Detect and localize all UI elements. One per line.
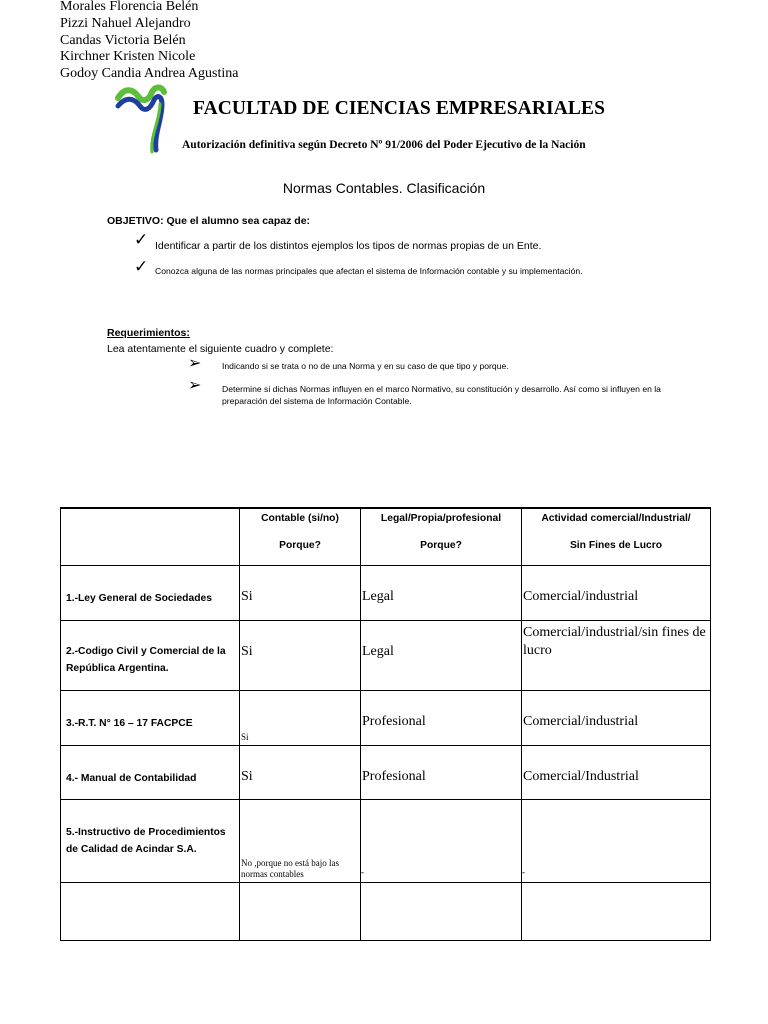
author-name: Godoy Candia Andrea Agustina [60,66,239,82]
requirement-item: Determine si dichas Normas influyen en el marco Normativo, su constitución y desarrollo. Así como si influyen en la preparación del sistema de Información Contable. [222,384,661,406]
document-title: Normas Contables. Clasificación [282,180,486,196]
row-label: 4.- Manual de Contabilidad [66,772,197,784]
actividad-value: Comercial/industrial/sin fines de lucro [523,624,706,658]
tipo-cell [361,882,522,940]
contable-cell [240,690,361,745]
author-name: Candas Victoria Belén [60,32,186,48]
header-label: Actividad comercial/Industrial/ [541,513,691,524]
tipo-cell [361,565,522,620]
actividad-value: - [522,866,525,877]
row-label-cell [61,799,240,882]
arrow-bullet-icon: ➢ [188,377,202,394]
actividad-cell [522,799,711,882]
contable-value: No ,porque no está bajo las normas contables [241,857,339,879]
objective-heading: OBJETIVO: Que el alumno sea capaz de: [107,215,311,227]
actividad-cell [522,882,711,940]
header-sublabel: Porque? [420,540,462,551]
actividad-cell [522,620,711,690]
faculty-logo [112,84,170,156]
table-row [61,565,711,620]
authors-list [60,0,238,83]
row-label-cell [61,745,240,799]
tipo-cell [361,799,522,882]
row-label: 2.-Codigo Civil y Comercial de la República Argentina. [66,645,226,674]
header-cell-tipo [361,508,522,565]
table-row [61,620,711,690]
tipo-value: Profesional [362,768,426,784]
contable-cell [240,565,361,620]
norms-table [60,507,711,941]
requirement-item: Indicando si se trata o no de una Norma y en su caso de que tipo y porque. [222,361,509,371]
table-row [61,745,711,799]
row-label: 1.-Ley General de Sociedades [66,592,212,604]
table-row [61,799,711,882]
tipo-cell [361,620,522,690]
objective-item: Identificar a partir de los distintos ejemplos los tipos de normas propias de un Ente. [155,240,542,252]
row-label: 3.-R.T. N° 16 – 17 FACPCE [66,717,193,729]
contable-value: Si [241,768,253,784]
contable-value: Si [241,643,253,659]
actividad-cell [522,565,711,620]
header-sublabel: Porque? [279,540,321,551]
author-name: Morales Florencia Belén [60,0,199,14]
author-name: Pizzi Nahuel Alejandro [60,15,191,31]
authorization-decree: Autorización definitiva según Decreto Nº 91/2006 del Poder Ejecutivo de la Nación [182,139,586,151]
checkmark-icon: ✓ [134,257,149,276]
actividad-cell [522,745,711,799]
requirements-heading: Requerimientos: [107,327,190,339]
row-label-cell [61,690,240,745]
row-label-cell [61,620,240,690]
contable-cell [240,799,361,882]
row-label-cell [61,565,240,620]
actividad-value: Comercial/industrial [523,713,639,729]
contable-value: Si [241,588,253,604]
table-header-row [61,508,711,565]
table-row [61,690,711,745]
contable-cell [240,620,361,690]
header-label: Contable (si/no) [261,513,339,524]
author-name: Kirchner Kristen Nicole [60,49,196,65]
actividad-cell [522,690,711,745]
checkmark-icon: ✓ [134,230,149,249]
table-row [61,882,711,940]
arrow-bullet-icon: ➢ [188,355,202,372]
tipo-value: Profesional [362,713,426,729]
tipo-value: Legal [362,588,394,604]
tipo-cell [361,745,522,799]
objective-item: Conozca alguna de las normas principales que afectan el sistema de Información contable y su implementación. [155,266,583,276]
requirements-intro: Lea atentamente el siguiente cuadro y complete: [107,343,334,355]
contable-cell [240,882,361,940]
tipo-value: Legal [362,643,394,659]
row-label: 5.-Instructivo de Procedimientos de Calidad de Acindar S.A. [66,826,226,855]
header-cell-contable [240,508,361,565]
actividad-value: Comercial/industrial [523,588,639,604]
contable-value: Si [241,731,249,742]
header-cell-empty [61,508,240,565]
tipo-cell [361,690,522,745]
faculty-title: FACULTAD DE CIENCIAS EMPRESARIALES [193,98,606,119]
tipo-value: - [361,866,364,877]
actividad-value: Comercial/Industrial [523,768,639,784]
header-cell-actividad [522,508,711,565]
header-label: Legal/Propia/profesional [380,513,502,524]
header-sublabel: Sin Fines de Lucro [569,540,663,551]
row-label-cell [61,882,240,940]
contable-cell [240,745,361,799]
